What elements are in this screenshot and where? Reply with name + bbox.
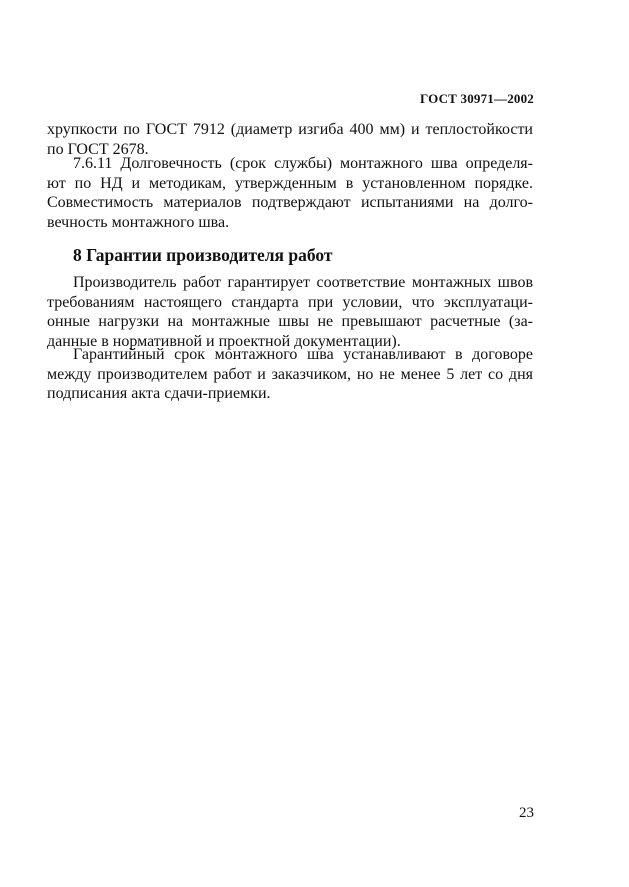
text-line: между производителем работ и заказчиком, но не менее 5 лет со дня — [47, 365, 533, 383]
text-line: Гарантийный срок монтажного шва устанавливают в договоре — [73, 346, 533, 363]
page-number: 23 — [519, 805, 534, 821]
text-line: Совместимость материалов подтверждают испытаниями на долго- — [47, 194, 533, 211]
section-8-paragraph-2 — [47, 345, 533, 404]
text-line: онные нагрузки на монтажные швы не превышают расчетные (за- — [47, 313, 533, 330]
text-line: вечность монтажного шва. — [47, 213, 230, 231]
text-line: подписания акта сдачи-приемки. — [47, 385, 271, 402]
text-line: хрупкости по ГОСТ 7912 (диаметр изгиба 400 мм) и теплостойкости — [47, 121, 533, 138]
text-line: данные в нормативной и проектной документации). — [47, 332, 401, 350]
text-line: 7.6.11 Долговечность (срок службы) монтажного шва определя- — [73, 155, 533, 172]
section-8-heading: 8 Гарантии производителя работ — [73, 245, 333, 265]
clause-7-6-11-paragraph — [47, 154, 533, 232]
text-line: ют по НД и методикам, утвержденным в установленном порядке. — [47, 174, 533, 192]
running-header: ГОСТ 30971—2002 — [419, 91, 534, 106]
text-line: требованиям настоящего стандарта при условии, что эксплуатаци- — [47, 293, 533, 311]
section-8-paragraph-1 — [47, 273, 533, 351]
text-line: Производитель работ гарантирует соответствие монтажных швов — [73, 274, 533, 291]
text-line: по ГОСТ 2678. — [47, 140, 149, 158]
